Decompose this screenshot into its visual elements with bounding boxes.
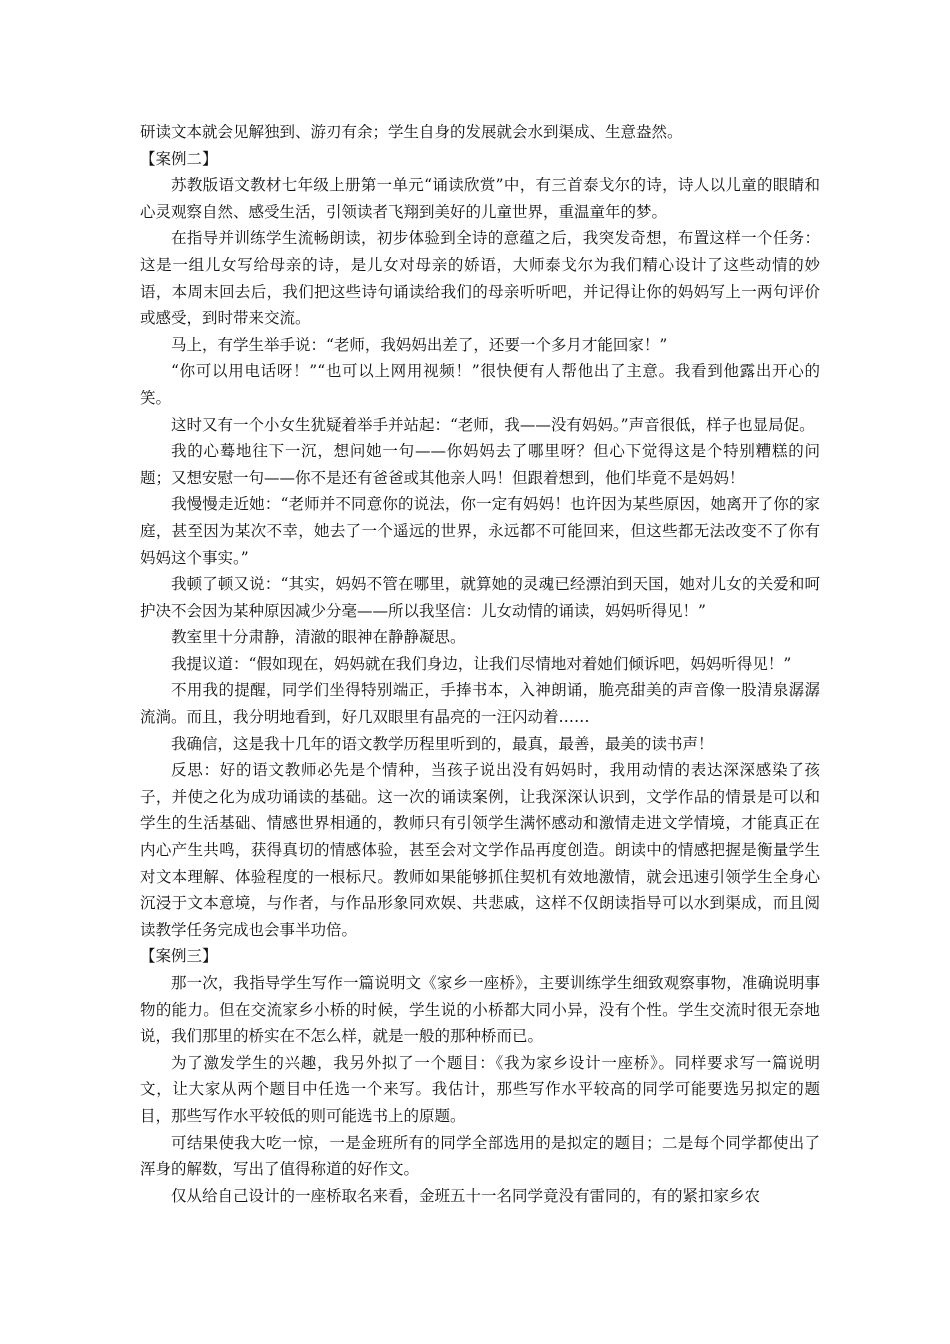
paragraph-continuation: 研读文本就会见解独到、游刃有余；学生自身的发展就会水到渠成、生意盎然。	[140, 123, 683, 141]
paragraph: 我确信，这是我十几年的语文教学历程里听到的，最真，最善，最美的读书声！	[171, 734, 714, 753]
paragraph: 马上，有学生举手说：“老师，我妈妈出差了，还要一个多月才能回家！”	[171, 335, 668, 354]
paragraph: 我的心蓦地往下一沉，想问她一句——你妈妈去了哪里呀？但心下觉得这是个特别糟糕的问题；又想安慰一句——你不是还有爸爸或其他亲人吗！但跟着想到，他们毕竟不是妈妈！	[140, 442, 820, 487]
paragraph: 不用我的提醒，同学们坐得特别端正，手捧书本，入神朗诵，脆亮甜美的声音像一股清泉潺潺流淌。而且，我分明地看到，好几双眼里有晶亮的一汪闪动着……	[140, 681, 820, 727]
paragraph: 我提议道：“假如现在，妈妈就在我们身边，让我们尽情地对着她们倾诉吧，妈妈听得见！”	[171, 654, 792, 673]
paragraph: 为了激发学生的兴趣，我另外拟了一个题目：《我为家乡设计一座桥》。同样要求写一篇说明文，让大家从两个题目中任选一个来写。我估计，那些写作水平较高的同学可能要选另拟定的题目，那些写作水平较低的则可能选书上的原题。	[140, 1053, 820, 1125]
paragraph: “你可以用电话呀！”“也可以上网用视频！”很快便有人帮他出了主意。我看到他露出开心的笑。	[140, 362, 820, 407]
paragraph: 教室里十分肃静，清澈的眼神在静静凝思。	[171, 628, 466, 647]
reflection-paragraph: 反思：好的语文教师必先是个情种，当孩子说出没有妈妈时，我用动情的表达深深感染了孩子，并使之化为成功诵读的基础。这一次的诵读案例，让我深深认识到，文学作品的情景是可以和学生的生活基础、情感世界相通的，教师只有引领学生满怀感动和激情走进文学情境，才能真正在内心产生共鸣，获得真切的情感体验，甚至会对文学作品再度创造。朗读中的情感把握是衡量学生对文本理解、体验程度的一根标尺。教师如果能够抓住契机有效地激情，就会迅速引领学生全身心沉浸于文本意境，与作者，与作品形象同欢娱、共悲戚，这样不仅朗读指导可以水到渠成，而且阅读教学任务完成也会事半功倍。	[140, 761, 820, 939]
paragraph: 我顿了顿又说：“其实，妈妈不管在哪里，就算她的灵魂已经漂泊到天国，她对儿女的关爱和呵护决不会因为某种原因减少分毫——所以我坚信：儿女动情的诵读，妈妈听得见！”	[140, 575, 820, 620]
paragraph: 可结果使我大吃一惊，一是金班所有的同学全部选用的是拟定的题目；二是每个同学都使出了浑身的解数，写出了值得称道的好作文。	[140, 1133, 820, 1179]
paragraph: 我慢慢走近她：“老师并不同意你的说法，你一定有妈妈！也许因为某些原因，她离开了你的家庭，甚至因为某次不幸，她去了一个遥远的世界，永远都不可能回来，但这些都无法改变不了你有妈妈这个事实。”	[140, 495, 820, 567]
case-three-heading: 【案例三】	[140, 947, 218, 966]
paragraph: 苏教版语文教材七年级上册第一单元“诵读欣赏”中，有三首泰戈尔的诗，诗人以儿童的眼睛和心灵观察自然、感受生活，引领读者飞翔到美好的儿童世界，重温童年的梦。	[140, 176, 820, 221]
paragraph: 这时又有一个小女生犹疑着举手并站起：“老师，我——没有妈妈。”声音很低，样子也显局促。	[171, 415, 815, 434]
paragraph: 那一次，我指导学生写作一篇说明文《家乡一座桥》，主要训练学生细致观察事物，准确说明事物的能力。但在交流家乡小桥的时候，学生说的小桥都大同小异，没有个性。学生交流时很无奈地说，我们那里的桥实在不怎么样，就是一般的那种桥而已。	[140, 974, 820, 1046]
case-two-heading: 【案例二】	[140, 149, 218, 168]
paragraph: 在指导并训练学生流畅朗读，初步体验到全诗的意蕴之后，我突发奇想，布置这样一个任务：这是一组儿女写给母亲的诗，是儿女对母亲的娇语，大师泰戈尔为我们精心设计了这些动情的妙语，本周末回去后，我们把这些诗句诵读给我们的母亲听听吧，并记得让你的妈妈写上一两句评价或感受，到时带来交流。	[140, 229, 820, 328]
paragraph: 仅从给自己设计的一座桥取名来看，金班五十一名同学竟没有雷同的，有的紧扣家乡农	[171, 1186, 761, 1205]
document-page	[140, 119, 820, 1209]
